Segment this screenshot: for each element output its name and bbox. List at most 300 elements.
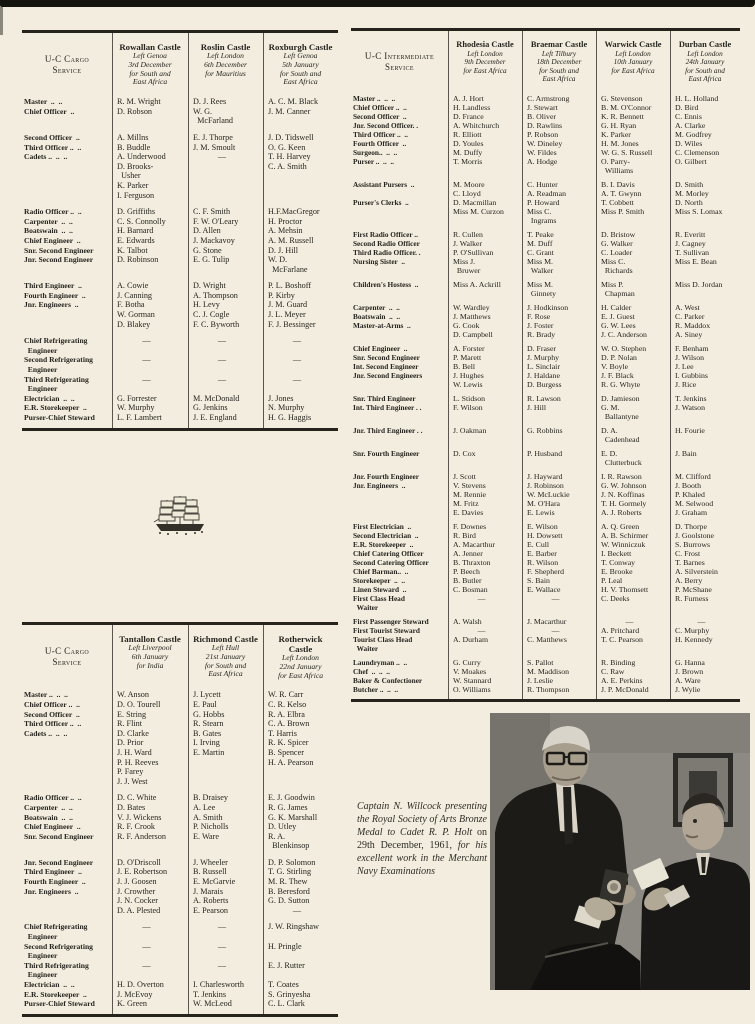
- crew-cell: [522, 676, 596, 685]
- service-label: [22, 634, 112, 680]
- crew-name: E. Pearson: [193, 905, 229, 915]
- crew-cell: [670, 540, 740, 549]
- crew-name: R. K. Spicer: [268, 738, 309, 748]
- crew-name: Bruwer: [453, 265, 481, 275]
- crew-name: K. Green: [117, 999, 148, 1009]
- crew-cell: [188, 690, 263, 700]
- role-label: [351, 180, 448, 198]
- crew-cell: [112, 980, 188, 990]
- role-label: [351, 139, 448, 148]
- crew-cell: [448, 394, 522, 403]
- crew-name: D. J. Hill: [268, 245, 299, 255]
- role-label-line: Int. Second Engineer: [353, 361, 419, 371]
- ship-detail-line: 6th December: [204, 59, 247, 69]
- crew-cell: [448, 449, 522, 467]
- role-label-line: Fourth Engineer ..: [24, 877, 86, 887]
- table-row: [22, 813, 338, 823]
- crew-cell: [670, 626, 740, 635]
- crew-cell: [263, 246, 338, 256]
- crew-name: C. Frost: [675, 548, 701, 558]
- table-row: [351, 103, 740, 112]
- crew-name: J. Canning: [117, 290, 153, 300]
- table-row: [351, 157, 740, 175]
- crew-name: P. L. Boshoff: [268, 281, 312, 291]
- crew-name: Miss C.: [527, 206, 552, 216]
- ship-name: Durban Castle: [678, 40, 732, 49]
- crew-cell: [670, 403, 740, 421]
- crew-cell: [112, 887, 188, 916]
- crew-name: J. J. Goosen: [117, 877, 157, 887]
- crew-name: H. V. Thomsett: [601, 584, 649, 594]
- role-label-line: Chief Officer .. ..: [24, 699, 80, 709]
- service-label-line: Service: [52, 64, 82, 75]
- crew-name: D. Cox: [453, 448, 476, 458]
- crew-name: Williams: [601, 165, 634, 175]
- crew-cell: [522, 472, 596, 481]
- crew-name: —: [625, 616, 634, 626]
- crew-cell: [522, 94, 596, 103]
- role-label: [22, 133, 112, 143]
- role-label: [22, 413, 112, 423]
- crew-name: R. A.: [268, 831, 286, 841]
- crew-cell: [448, 576, 522, 585]
- crew-name: E. Barber: [527, 548, 557, 558]
- ship-detail-line: for Mauritius: [205, 68, 246, 78]
- crew-name: G. D. Sutton: [268, 896, 310, 906]
- table-row: [351, 280, 740, 298]
- crew-name: F. Downes: [453, 521, 487, 531]
- role-label-line: First Radio Officer ..: [353, 229, 418, 239]
- crew-cell: [112, 867, 188, 877]
- ship-detail-line: for East Africa: [463, 65, 507, 75]
- crew-name: G. Forrester: [117, 393, 157, 403]
- crew-cell: [448, 248, 522, 257]
- crew-name: Walker: [527, 265, 554, 275]
- crew-cell: [448, 549, 522, 558]
- crew-name: R. Wilson: [527, 557, 559, 567]
- table-row: [351, 426, 740, 444]
- crew-cell: [188, 255, 263, 274]
- role-label: [351, 371, 448, 389]
- crew-cell: [112, 822, 188, 832]
- crew-name: W. Wardley: [453, 302, 490, 312]
- caption-segment: for his excellent work in the Merchant Navy Examinations: [357, 840, 487, 877]
- role-label-line: Waiter: [353, 602, 379, 612]
- role-label-line: Chief Engineer ..: [24, 235, 81, 245]
- role-label-line: Surgeon.. .. ..: [353, 147, 398, 157]
- crew-cell: [596, 531, 670, 540]
- role-label-line: Master .. .. ..: [353, 93, 396, 103]
- crew-name: —: [142, 960, 151, 970]
- crew-cell: [596, 472, 670, 481]
- crew-name: Miss A. Ackrill: [453, 279, 501, 289]
- crew-name: W. Dineley: [527, 138, 563, 148]
- crew-name: W. Gorman: [117, 310, 155, 320]
- crew-cell: [263, 999, 338, 1009]
- sailing-ship-illustration: [150, 492, 212, 541]
- crew-cell: [522, 362, 596, 371]
- ship-detail-line: 21st January: [205, 651, 246, 661]
- role-label: [351, 280, 448, 298]
- role-label-line: Jnr. Engineers ..: [24, 886, 79, 896]
- crew-name: H. Landless: [453, 102, 491, 112]
- role-label: [22, 729, 112, 787]
- role-label-line: Int. Third Engineer . .: [353, 402, 422, 412]
- role-label: [351, 394, 448, 403]
- crew-cell: [670, 585, 740, 594]
- crew-name: A. Q. Green: [601, 521, 640, 531]
- crew-cell: [596, 112, 670, 121]
- role-label: [351, 403, 448, 421]
- role-label-line: E.R. Storekeeper ..: [24, 989, 87, 999]
- crew-name: E. Davies: [453, 507, 484, 517]
- role-label-line: Second Officer ..: [24, 709, 80, 719]
- crew-cell: [188, 152, 263, 200]
- table-row: [351, 567, 740, 576]
- crew-name: T. H. Gormely: [601, 498, 647, 508]
- crew-cell: [596, 362, 670, 371]
- crew-cell: [596, 371, 670, 389]
- crew-name: H. Calder: [601, 302, 632, 312]
- crew-name: M. Moore: [453, 179, 485, 189]
- crew-name: T. Barnes: [675, 557, 705, 567]
- crew-name: D. Jamieson: [601, 393, 640, 403]
- crew-name: W. Murphy: [117, 403, 155, 413]
- crew-name: C. S. Connolly: [117, 216, 166, 226]
- crew-name: J. M. Canner: [268, 106, 311, 116]
- role-label-line: Baker & Confectioner: [353, 675, 423, 685]
- crew-name: C. Bosman: [453, 584, 488, 594]
- role-label: [351, 112, 448, 121]
- crew-name: D. Bristow: [601, 229, 636, 239]
- table-row: [351, 344, 740, 353]
- crew-cell: [448, 198, 522, 225]
- crew-name: A. Pritchard: [601, 625, 640, 635]
- crew-name: A. Walsh: [453, 616, 482, 626]
- crew-cell: [263, 719, 338, 729]
- crew-cell: [263, 832, 338, 851]
- crew-cell: [596, 180, 670, 198]
- crew-name: —: [142, 374, 151, 384]
- table-row: [22, 858, 338, 868]
- crew-cell: [596, 594, 670, 612]
- ship-detail-line: Left Liverpool: [128, 643, 172, 652]
- crew-cell: [112, 217, 188, 227]
- crew-name: D. Wright: [193, 281, 226, 291]
- role-label: [351, 230, 448, 239]
- table-row: [351, 626, 740, 635]
- crew-name: J. Rice: [675, 379, 697, 389]
- crew-name: O. G. Keen: [268, 142, 306, 152]
- role-label-line: Purser-Chief Steward: [24, 999, 95, 1009]
- crew-cell: [112, 97, 188, 107]
- crew-cell: [596, 617, 670, 626]
- crew-name: M. Clifford: [675, 471, 711, 481]
- crew-name: V. Stevens: [453, 480, 486, 490]
- crew-name: Blenkinsop: [268, 841, 310, 851]
- crew-cell: [448, 257, 522, 275]
- crew-name: —: [551, 625, 560, 635]
- crew-name: W. Stannard: [453, 675, 492, 685]
- crew-cell: [522, 239, 596, 248]
- crew-name: D. Utley: [268, 822, 297, 832]
- table-row: [351, 239, 740, 248]
- crew-cell: [112, 719, 188, 729]
- role-label-line: Chief Refrigerating: [24, 922, 88, 932]
- role-label-line: Jnr. Engineers ..: [353, 480, 406, 490]
- service-label: [351, 40, 448, 84]
- service-label-line: U-C Cargo: [44, 53, 90, 64]
- crew-name: J. Jones: [268, 393, 294, 403]
- crew-cell: [670, 558, 740, 567]
- table-row: [351, 130, 740, 139]
- role-label-line: Electrician .. ..: [24, 980, 75, 990]
- crew-cell: [188, 207, 263, 217]
- crew-name: H. M. Jones: [601, 138, 639, 148]
- crew-name: B. Spencer: [268, 747, 304, 757]
- crew-name: Miss E. Bean: [675, 256, 717, 266]
- role-label-line: Master .. .. ..: [24, 690, 68, 700]
- table-row: [22, 719, 338, 729]
- table-row: [351, 230, 740, 239]
- crew-cell: [112, 922, 188, 941]
- crew-name: B. Gates: [193, 728, 222, 738]
- crew-cell: [188, 97, 263, 107]
- role-label-line: Chief Engineer ..: [24, 822, 81, 832]
- crew-name: H. Levy: [193, 300, 220, 310]
- role-label: [22, 255, 112, 274]
- crew-name: A. J. Roberts: [601, 507, 642, 517]
- role-label: [351, 121, 448, 130]
- crew-name: B. Buddle: [117, 142, 151, 152]
- crew-cell: [448, 658, 522, 667]
- crew-cell: [448, 540, 522, 549]
- crew-cell: [448, 130, 522, 139]
- crew-cell: [670, 658, 740, 667]
- crew-name: R. Flint: [117, 719, 143, 729]
- crew-name: McFarland: [193, 116, 234, 126]
- crew-cell: [596, 312, 670, 321]
- crew-name: E. J. Rutter: [268, 960, 305, 970]
- crew-cell: [596, 540, 670, 549]
- crew-cell: [188, 803, 263, 813]
- crew-name: T. Coates: [268, 980, 299, 990]
- table-row: [351, 585, 740, 594]
- role-label-line: Engineer: [24, 932, 58, 942]
- crew-cell: [188, 877, 263, 887]
- role-label: [22, 236, 112, 246]
- crew-name: O. Williams: [453, 684, 491, 694]
- crew-name: W. G.: [193, 106, 213, 116]
- crew-name: L. F. Lambert: [117, 413, 162, 422]
- crew-cell: [596, 248, 670, 257]
- role-label-line: Tourist Class Head: [353, 634, 413, 644]
- crew-name: A. Silverstein: [675, 566, 718, 576]
- crew-name: A. Roberts: [193, 896, 229, 906]
- crew-name: T. Jenkins: [675, 393, 707, 403]
- intermediate-service-table: [351, 28, 740, 702]
- role-label-line: Third Engineer ..: [24, 281, 82, 291]
- crew-cell: [112, 813, 188, 823]
- crew-cell: [112, 255, 188, 274]
- crew-name: A. M. Russell: [268, 235, 314, 245]
- role-label: [351, 617, 448, 626]
- crew-name: W. Anson: [117, 690, 149, 700]
- crew-name: Miss J.: [453, 256, 476, 266]
- crew-cell: [670, 239, 740, 248]
- table-row: [22, 217, 338, 227]
- crew-name: E. Brooke: [601, 566, 633, 576]
- crew-name: R. F. Crook: [117, 822, 156, 832]
- crew-cell: [448, 667, 522, 676]
- crew-name: M. McDonald: [193, 393, 240, 403]
- crew-name: A. Thompson: [193, 290, 238, 300]
- table-row: [22, 700, 338, 710]
- crew-cell: [188, 813, 263, 823]
- crew-name: E. G. Tulip: [193, 255, 230, 265]
- role-label-line: Radio Officer .. ..: [24, 207, 82, 217]
- crew-cell: [596, 157, 670, 175]
- crew-name: P. O'Sullivan: [453, 247, 494, 257]
- role-label-line: Carpenter .. ..: [24, 802, 73, 812]
- crew-cell: [522, 371, 596, 389]
- role-label-line: Jnr. Fourth Engineer: [353, 471, 420, 481]
- crew-cell: [263, 922, 338, 941]
- crew-name: M. O'Hara: [527, 498, 561, 508]
- crew-name: J. W. Ringshaw: [268, 922, 319, 932]
- crew-cell: [188, 133, 263, 143]
- crew-cell: [522, 353, 596, 362]
- crew-name: J. Hayward: [527, 471, 563, 481]
- crew-name: Miss P.: [601, 279, 624, 289]
- crew-cell: [112, 207, 188, 217]
- crew-name: J. Hughes: [453, 370, 484, 380]
- crew-name: R. Everitt: [675, 229, 706, 239]
- crew-cell: [448, 112, 522, 121]
- crew-cell: [263, 942, 338, 961]
- crew-name: —: [477, 625, 486, 635]
- crew-name: A. West: [675, 302, 700, 312]
- tall-ship-icon: [150, 492, 212, 536]
- crew-cell: [188, 990, 263, 1000]
- table-row: [351, 472, 740, 481]
- crew-name: B. Russell: [193, 867, 227, 877]
- table-row: [22, 832, 338, 851]
- role-label: [22, 710, 112, 720]
- role-label-line: Chief Officer .. ..: [353, 102, 407, 112]
- crew-cell: [263, 413, 338, 423]
- crew-cell: [448, 531, 522, 540]
- crew-name: J. Wilson: [675, 352, 705, 362]
- crew-cell: [188, 226, 263, 236]
- crew-name: I. Beckett: [601, 548, 632, 558]
- ship-detail-line: Left London: [282, 653, 319, 662]
- crew-name: —: [292, 336, 302, 346]
- crew-name: K. Talbot: [117, 245, 148, 255]
- crew-cell: [522, 130, 596, 139]
- crew-cell: [188, 300, 263, 329]
- crew-name: Richards: [601, 265, 633, 275]
- role-label: [351, 130, 448, 139]
- crew-name: —: [217, 152, 227, 162]
- crew-name: —: [217, 922, 227, 932]
- crew-name: B. Thraxton: [453, 557, 491, 567]
- crew-cell: [448, 558, 522, 567]
- role-label-line: Engineer: [24, 951, 58, 961]
- crew-name: J. Stewart: [527, 102, 558, 112]
- crew-name: P. McShane: [675, 584, 712, 594]
- crew-cell: [522, 344, 596, 353]
- role-label-line: Boatswain .. ..: [24, 226, 73, 236]
- table-row: [22, 980, 338, 990]
- role-label-line: Children's Hostess ..: [353, 279, 419, 289]
- table-row: [22, 690, 338, 700]
- crew-name: T. C. Pearson: [601, 634, 643, 644]
- role-label-line: Snr. Second Engineer: [24, 831, 94, 841]
- table-row: [22, 300, 338, 329]
- role-label: [351, 344, 448, 353]
- table-row: [351, 635, 740, 653]
- crew-cell: [448, 626, 522, 635]
- crew-name: T. Sullivan: [675, 247, 710, 257]
- crew-name: T. H. Harvey: [268, 152, 311, 162]
- crew-name: D. Rawlins: [527, 120, 563, 130]
- crew-name: D. Bates: [117, 802, 146, 812]
- crew-cell: [112, 990, 188, 1000]
- crew-name: R. G. Whyte: [601, 379, 641, 389]
- crew-name: D. Allen: [193, 226, 221, 236]
- role-label: [22, 719, 112, 729]
- crew-name: D. Brooks-: [117, 161, 154, 171]
- crew-cell: [448, 312, 522, 321]
- crew-cell: [448, 180, 522, 198]
- role-label: [22, 355, 112, 374]
- crew-name: I. Ferguson: [117, 190, 155, 200]
- crew-name: F. J. Bessinger: [268, 319, 316, 329]
- role-label: [22, 217, 112, 227]
- crew-name: S. Bain: [527, 575, 550, 585]
- crew-name: C. Ennis: [675, 111, 702, 121]
- photo-caption: [357, 800, 487, 878]
- role-label-line: Carpenter .. ..: [353, 302, 400, 312]
- crew-cell: [522, 103, 596, 112]
- crew-cell: [188, 961, 263, 980]
- crew-name: J. D. Tidswell: [268, 132, 314, 142]
- crew-cell: [448, 594, 522, 612]
- crew-cell: [188, 375, 263, 394]
- crew-name: H. Pringle: [268, 941, 302, 951]
- crew-name: R. Furness: [675, 593, 709, 603]
- crew-cell: [670, 667, 740, 676]
- crew-name: C. Parker: [675, 311, 705, 321]
- ship-detail-line: 24th January: [685, 57, 725, 67]
- crew-name: G. M.: [601, 402, 620, 412]
- service-label-line: Service: [52, 657, 82, 668]
- crew-name: J. Scott: [453, 471, 476, 481]
- table-row: [22, 281, 338, 291]
- table-row: [351, 481, 740, 517]
- crew-name: P. Kirby: [268, 290, 295, 300]
- crew-name: A. Ware: [675, 675, 701, 685]
- role-label: [351, 685, 448, 694]
- ship-header: [522, 40, 596, 84]
- table-row: [351, 180, 740, 198]
- crew-name: D. Blakey: [117, 319, 151, 329]
- role-label-line: First Electrician ..: [353, 521, 412, 531]
- role-label-line: Engineer: [24, 384, 58, 394]
- role-label: [22, 152, 112, 200]
- role-label: [351, 94, 448, 103]
